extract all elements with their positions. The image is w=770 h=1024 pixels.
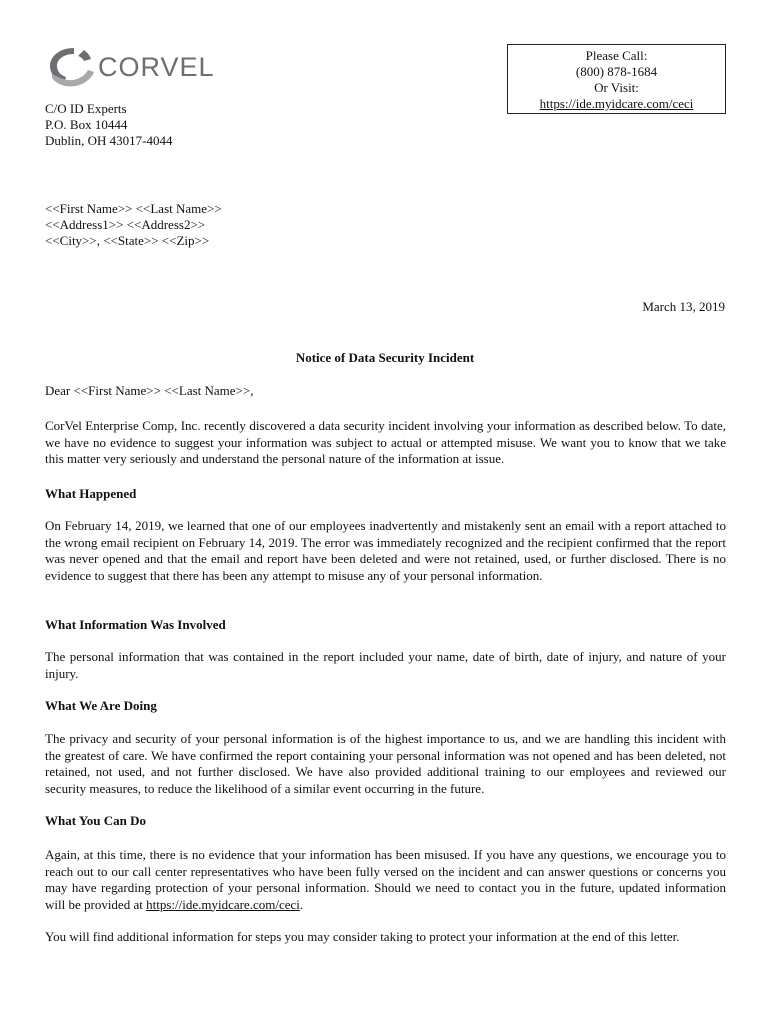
what-you-do-text-end: . <box>299 896 304 912</box>
heading-what-doing: What We Are Doing <box>45 698 157 713</box>
return-address-line1: C/O ID Experts <box>45 101 127 116</box>
heading-what-happened: What Happened <box>45 486 137 501</box>
letter-title: Notice of Data Security Incident <box>295 350 475 365</box>
closing-paragraph: You will find additional information for steps you may consider taking to protect your information at the end of this letter. <box>45 929 680 944</box>
paragraph-what-info: The personal information that was contained in the report included your name, date of birth, date of injury, and nature of your injury. <box>45 649 726 681</box>
contact-url-link[interactable]: https://ide.myidcare.com/ceci <box>539 96 694 111</box>
salutation: Dear <<First Name>> <<Last Name>>, <box>45 383 254 398</box>
recipient-line1: <<First Name>> <<Last Name>> <box>45 201 222 216</box>
paragraph-what-you-do <box>45 847 726 913</box>
paragraph-what-happened: On February 14, 2019, we learned that one of our employees inadvertently and mistakenly sent an email with a report attached to the wrong email recipient on February 14, 2019. The error was immediately recognized and the recipient confirmed that the report was never opened and that the email and report have been deleted and were not retained, used, or further disclosed. There is no evidence to suggest that there has been any attempt to misuse any of your personal information. <box>45 518 726 583</box>
what-you-do-text: Again, at this time, there is no evidence that your information has been misused. If you have any questions, we encourage you to reach out to our call center representatives who have been fully versed on the incident and can answer questions or concerns you may have regarding protection of your personal information. Should we need to contact you in the future, updated information will be provided at <box>45 847 726 912</box>
return-address-line2: P.O. Box 10444 <box>45 117 128 132</box>
paragraph-what-doing: The privacy and security of your personal information is of the highest importance to us, and we are handling this incident with the greatest of care. We have confirmed the report containing your personal information was not opened and has been deleted, not retained, not used, and not further disclosed. We have also provided additional training to our employees and reviewed our security measures, to reduce the likelihood of a similar event occurring in the future. <box>45 731 726 796</box>
corvel-logo <box>44 44 234 90</box>
contact-phone: (800) 878-1684 <box>575 64 658 79</box>
contact-call-label: Please Call: <box>585 48 648 63</box>
heading-what-you-do: What You Can Do <box>45 813 147 828</box>
recipient-line3: <<City>>, <<State>> <<Zip>> <box>45 233 210 248</box>
heading-what-info: What Information Was Involved <box>45 617 226 632</box>
recipient-line2: <<Address1>> <<Address2>> <box>45 217 206 232</box>
contact-box <box>507 44 726 114</box>
corvel-logo-icon <box>44 44 96 90</box>
return-address <box>45 101 172 149</box>
contact-visit-label: Or Visit: <box>594 80 639 95</box>
letter-date: March 13, 2019 <box>642 299 725 314</box>
recipient-address <box>45 201 222 249</box>
return-address-line3: Dublin, OH 43017-4044 <box>45 133 173 148</box>
myidcare-link[interactable]: https://ide.myidcare.com/ceci <box>146 896 300 912</box>
logo-wordmark: CORVEL <box>98 51 215 82</box>
intro-paragraph: CorVel Enterprise Comp, Inc. recently discovered a data security incident involving your information as described below. To date, we have no evidence to suggest your information was subject to actual or attempted misuse. We want you to know that we take this matter very seriously and understand the personal nature of the information at issue. <box>45 418 726 466</box>
